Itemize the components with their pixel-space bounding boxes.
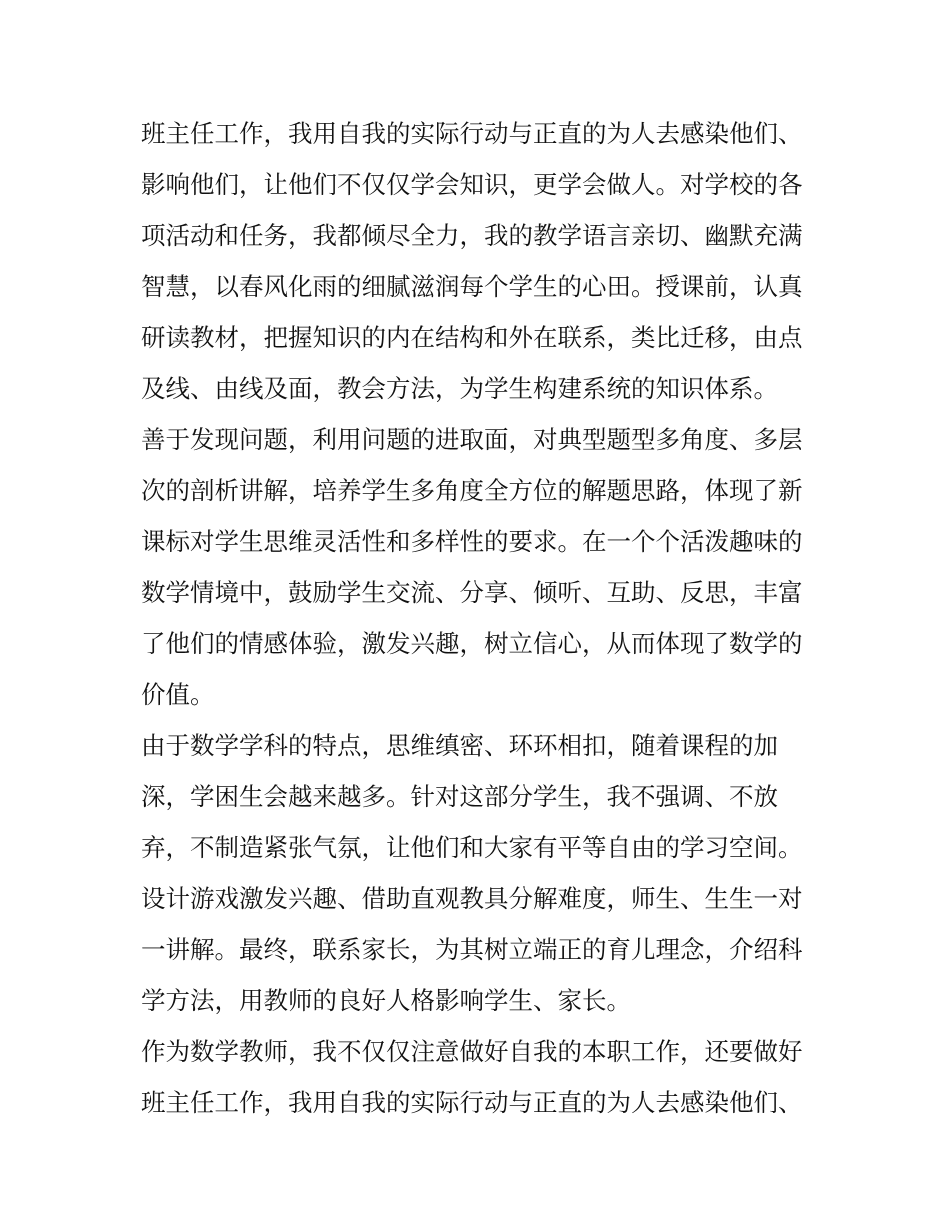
text-line: 善于发现问题，利用问题的进取面，对典型题型多角度、多层 xyxy=(141,425,803,454)
text-line: 深，学困生会越来越多。针对这部分学生，我不强调、不放 xyxy=(141,782,778,811)
text-line: 次的剖析讲解，培养学生多角度全方位的解题思路，体现了新 xyxy=(141,476,803,505)
text-line: 了他们的情感体验，激发兴趣，树立信心，从而体现了数学的 xyxy=(141,629,803,658)
text-line: 及线、由线及面，教会方法，为学生构建系统的知识体系。 xyxy=(141,374,778,403)
text-line: 设计游戏激发兴趣、借助直观教具分解难度，师生、生生一对 xyxy=(141,884,803,913)
text-line: 由于数学学科的特点，思维缜密、环环相扣，随着课程的加 xyxy=(141,731,778,760)
text-line: 作为数学教师，我不仅仅注意做好自我的本职工作，还要做好 xyxy=(141,1037,803,1066)
text-line: 价值。 xyxy=(141,680,215,709)
text-line: 课标对学生思维灵活性和多样性的要求。在一个个活泼趣味的 xyxy=(141,527,803,556)
text-line: 研读教材，把握知识的内在结构和外在联系，类比迁移，由点 xyxy=(141,323,803,352)
text-line: 数学情境中，鼓励学生交流、分享、倾听、互助、反思，丰富 xyxy=(141,578,803,607)
text-line: 班主任工作，我用自我的实际行动与正直的为人去感染他们、 xyxy=(141,1088,803,1117)
body-text xyxy=(141,108,821,1128)
text-line: 弃，不制造紧张气氛，让他们和大家有平等自由的学习空间。 xyxy=(141,833,803,862)
text-line: 一讲解。最终，联系家长，为其树立端正的育儿理念，介绍科 xyxy=(141,935,803,964)
text-line: 项活动和任务，我都倾尽全力，我的教学语言亲切、幽默充满 xyxy=(141,221,803,250)
text-line: 学方法，用教师的良好人格影响学生、家长。 xyxy=(141,986,631,1015)
text-line: 班主任工作，我用自我的实际行动与正直的为人去感染他们、 xyxy=(141,119,803,148)
text-line: 影响他们，让他们不仅仅学会知识，更学会做人。对学校的各 xyxy=(141,170,803,199)
text-line: 智慧，以春风化雨的细腻滋润每个学生的心田。授课前，认真 xyxy=(141,272,803,301)
